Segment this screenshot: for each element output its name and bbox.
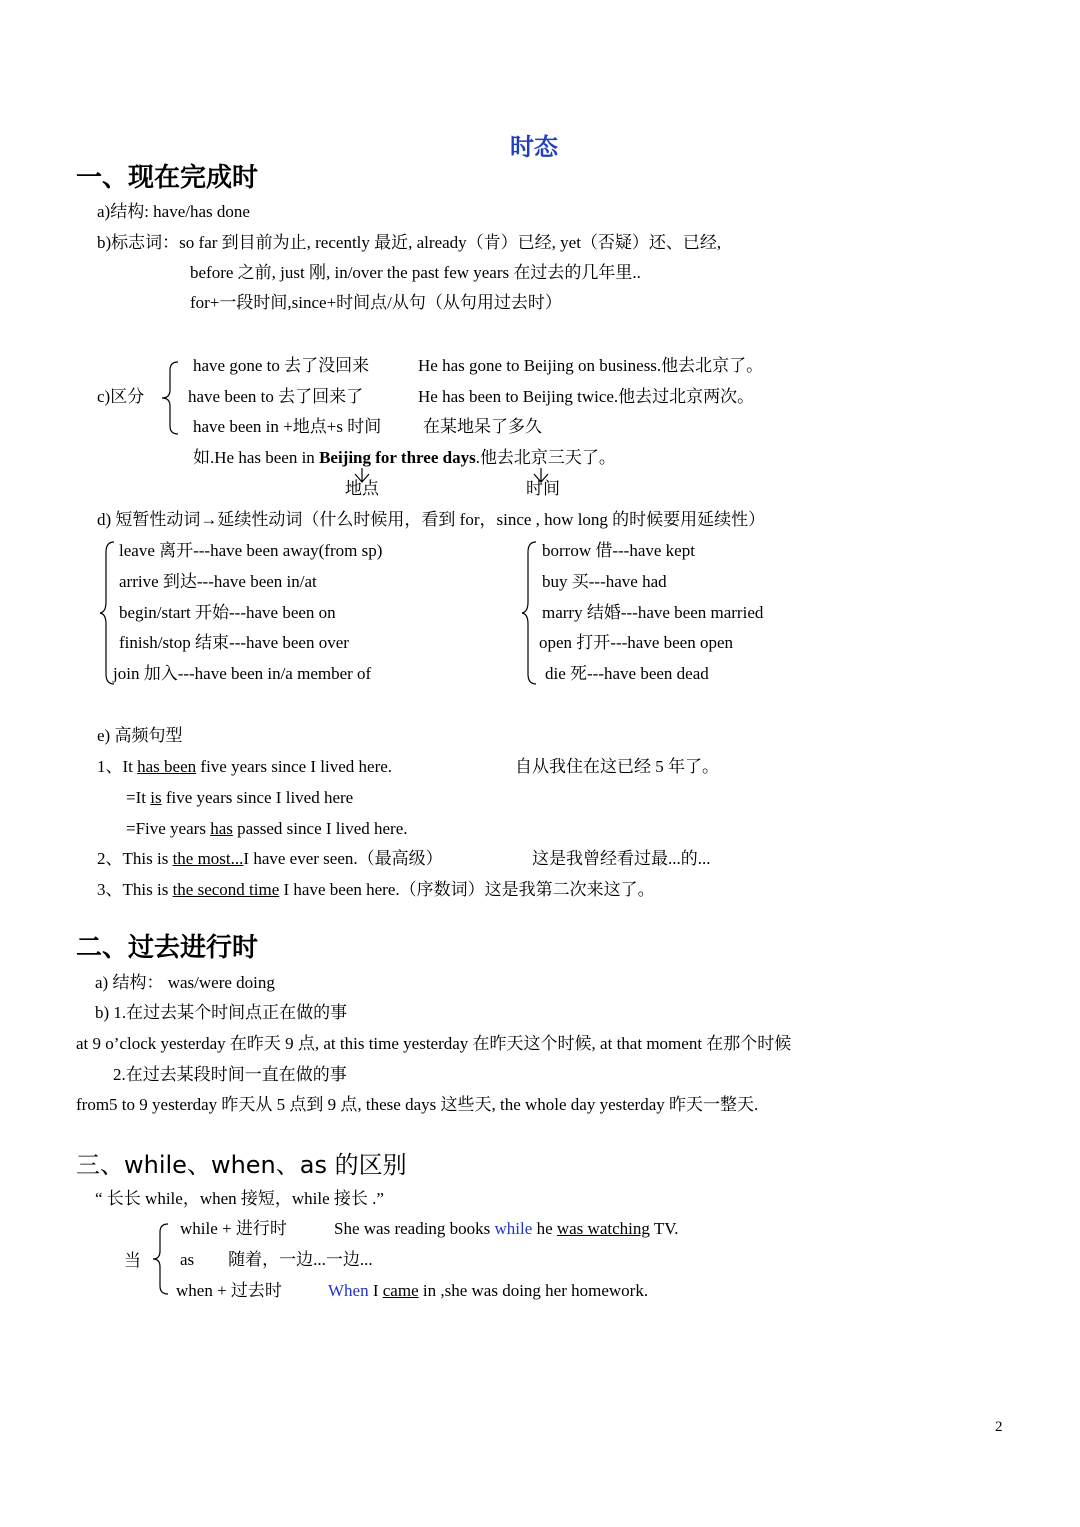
e2-translation: 这是我曾经看过最...的... xyxy=(532,849,711,868)
note-place: 地点 xyxy=(345,479,379,498)
e2-underlined: the most... xyxy=(172,849,244,868)
s1-structure: a)结构: have/has done xyxy=(97,202,250,221)
c-example xyxy=(193,447,616,469)
e1c-pre: =Five years xyxy=(126,819,211,838)
s2-b-heading: b) 1.在过去某个时间点正在做的事 xyxy=(95,1003,348,1022)
d-right-1: borrow 借---have kept xyxy=(542,541,695,560)
e1-underlined: has been xyxy=(137,757,197,776)
e1c-post: passed since I lived here. xyxy=(232,819,408,838)
s3-r1-mid: he xyxy=(532,1219,557,1238)
section-3-heading: 三、while、when、as 的区别 xyxy=(76,1151,407,1179)
c-row-2-right: He has been to Beijing twice.他去过北京两次。 xyxy=(418,387,755,406)
e-sentence-3 xyxy=(97,879,655,901)
e-sentence-1 xyxy=(97,756,392,778)
brace-s3 xyxy=(150,1222,172,1296)
d-right-5: die 死---have been dead xyxy=(545,664,709,683)
d-right-3: marry 结婚---have been married xyxy=(542,603,764,622)
e1b-underlined: is xyxy=(150,788,162,807)
s2-time-periods: from5 to 9 yesterday 昨天从 5 点到 9 点, these days 这些天, the whole day yesterday 昨天一整天. xyxy=(76,1095,759,1114)
s3-r3-underlined: came xyxy=(382,1281,419,1300)
e1b-post: five years since I lived here xyxy=(161,788,354,807)
s3-r3-label: when + 过去时 xyxy=(176,1281,282,1300)
page-title: 时态 xyxy=(510,133,558,161)
brace-c xyxy=(158,360,182,436)
s3-r1-underlined: was watching xyxy=(556,1219,650,1238)
e1-translation: 自从我住在这已经 5 年了。 xyxy=(515,757,719,776)
c-row-3-right: 在某地呆了多久 xyxy=(423,417,542,436)
s3-r1-pre: She was reading books xyxy=(334,1219,495,1238)
d-left-2: arrive 到达---have been in/at xyxy=(119,572,317,591)
d-left-4: finish/stop 结束---have been over xyxy=(119,633,349,652)
s1-c-label: c)区分 xyxy=(97,387,145,406)
s1-signal-words-1: b)标志词：so far 到目前为止, recently 最近, already（肯）已经, yet（否疑）还、已经, xyxy=(97,233,722,252)
e-sentence-1c xyxy=(126,818,408,840)
s3-r3-keyword: When xyxy=(328,1281,369,1300)
s2-structure: a) 结构： was/were doing xyxy=(95,973,275,992)
e-sentence-1b xyxy=(126,787,353,809)
d-left-1: leave 离开---have been away(from sp) xyxy=(119,541,383,560)
s3-r3-post: in ,she was doing her homework. xyxy=(418,1281,649,1300)
s2-time-points: at 9 o’clock yesterday 在昨天 9 点, at this time yesterday 在昨天这个时候, at that moment 在那个时候 xyxy=(76,1034,792,1053)
s3-quote: “ 长长 while，when 接短，while 接长 .” xyxy=(95,1189,384,1208)
c-example-place: Beijing xyxy=(319,448,372,467)
s3-r1-post: TV. xyxy=(649,1219,679,1238)
c-row-1-left: have gone to 去了没回来 xyxy=(193,356,370,375)
s2-b2-heading: 2.在过去某段时间一直在做的事 xyxy=(113,1065,347,1084)
e1-post: five years since I lived here. xyxy=(196,757,393,776)
s3-r1-keyword: while xyxy=(494,1219,533,1238)
s1-signal-words-2: before 之前, just 刚, in/over the past few years 在过去的几年里.. xyxy=(190,263,641,282)
d-right-2: buy 买---have had xyxy=(542,572,667,591)
e1-pre: 1、It xyxy=(97,757,138,776)
e2-pre: 2、This is xyxy=(97,849,173,868)
c-row-3-left: have been in +地点+s 时间 xyxy=(193,417,382,436)
s3-r1-sentence xyxy=(334,1218,679,1240)
section-2-heading: 二、过去进行时 xyxy=(76,933,259,963)
d-left-5: join 加入---have been in/a member of xyxy=(113,664,372,683)
e1b-pre: =It xyxy=(126,788,151,807)
e-sentence-2 xyxy=(97,848,443,870)
page-number: 2 xyxy=(995,1419,1003,1435)
s3-r2-label: as 随着，一边...一边... xyxy=(180,1250,373,1269)
s3-r3-sentence xyxy=(328,1280,648,1302)
section-1-heading: 一、现在完成时 xyxy=(76,163,259,193)
s3-r3-mid: I xyxy=(368,1281,383,1300)
c-row-2-left: have been to 去了回来了 xyxy=(188,387,364,406)
c-example-post: .他去北京三天了。 xyxy=(475,448,616,467)
s1-d-heading: d) 短暂性动词→延续性动词（什么时候用，看到 for，since , how long 的时候要用延续性） xyxy=(97,510,766,529)
e2-post: I have ever seen.（最高级） xyxy=(243,849,443,868)
e3-post: I have been here.（序数词）这是我第二次来这了。 xyxy=(279,880,655,899)
c-row-1-right: He has gone to Beijing on business.他去北京了。 xyxy=(418,356,764,375)
c-example-pre: 如.He has been in xyxy=(193,448,320,467)
d-left-3: begin/start 开始---have been on xyxy=(119,603,336,622)
note-time: 时间 xyxy=(526,479,560,498)
c-example-time: for three days xyxy=(375,448,476,467)
s3-dang: 当 xyxy=(124,1251,141,1270)
e1c-underlined: has xyxy=(210,819,233,838)
s1-e-heading: e) 高频句型 xyxy=(97,726,183,745)
s1-signal-words-3: for+一段时间,since+时间点/从句（从句用过去时） xyxy=(190,293,562,312)
s3-r1-label: while + 进行时 xyxy=(180,1219,287,1238)
brace-d-right xyxy=(520,540,540,686)
e3-underlined: the second time xyxy=(172,880,280,899)
d-right-4: open 打开---have been open xyxy=(539,633,734,652)
e3-pre: 3、This is xyxy=(97,880,173,899)
